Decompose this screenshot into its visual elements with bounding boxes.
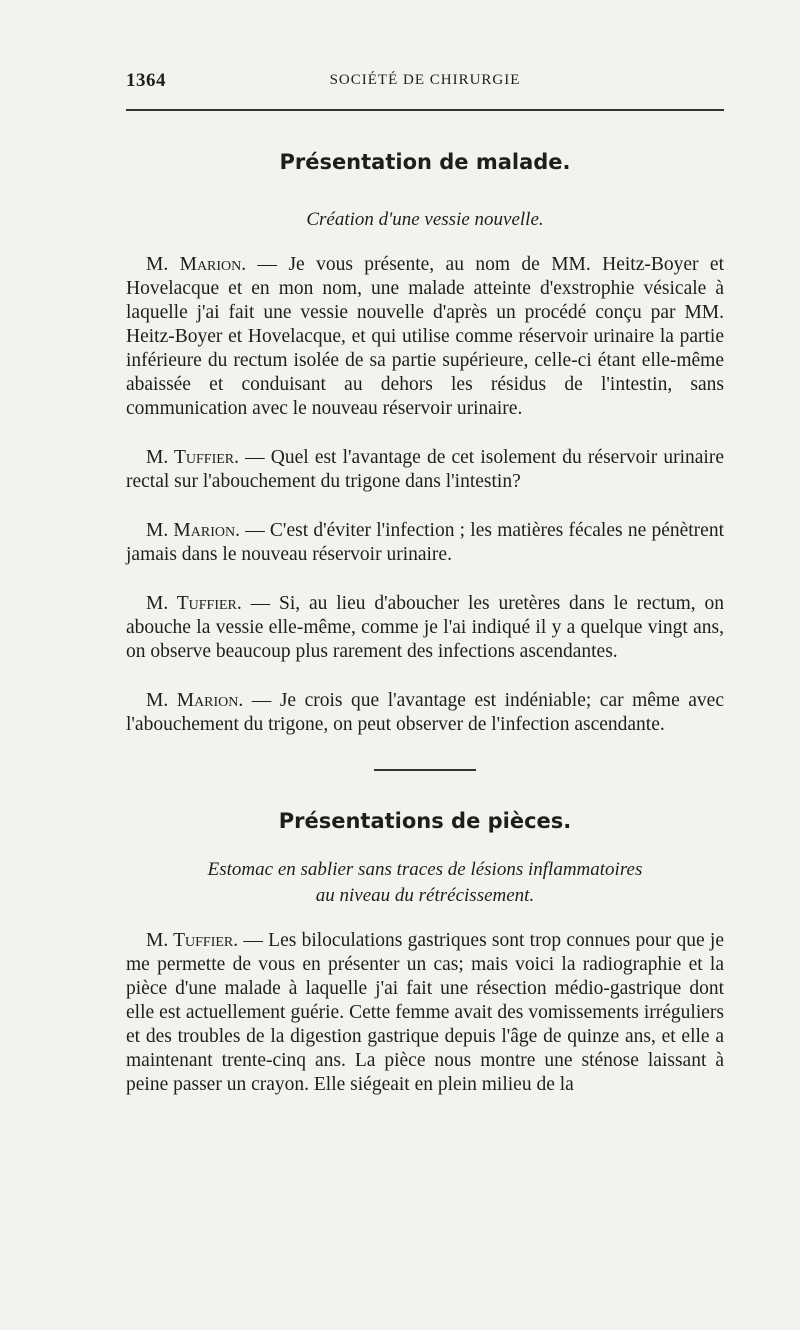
section-subtitle: Création d'une vessie nouvelle.: [306, 209, 544, 230]
speaker-name: M. Marion.: [146, 690, 244, 711]
paragraph: [126, 929, 724, 1097]
speaker-name: M. Marion.: [146, 520, 240, 541]
paragraph-text: — Quel est l'avantage de cet isolement du réservoir urinaire rectal sur l'abouchement du trigone dans l'intestin?: [126, 447, 724, 492]
header-rule: [126, 109, 724, 111]
paragraph: [126, 253, 724, 421]
paragraph: [126, 519, 724, 567]
section-subtitle-line1: Estomac en sablier sans traces de lésions inflammatoires: [207, 859, 643, 880]
section-subtitle-line2: au niveau du rétrécissement.: [315, 885, 535, 906]
speaker-name: M. Tuffier.: [146, 593, 242, 614]
page-header: [126, 70, 724, 98]
paragraph-text: — Les biloculations gastriques sont trop connues pour que je me permette de vous en présenter un cas; mais voici la radiographie et la pièce d'une malade à laquelle j'ai fait une résection médio-gastrique dont elle est actuellement guérie. Cette femme avait des vomissements irréguliers et des troubles de la digestion gastrique depuis l'âge de quinze ans, et elle a maintenant trente-cinq ans. La pièce nous montre une sténose laissant à peine passer un crayon. Elle siégeait en plein milieu de la: [126, 930, 725, 1095]
paragraph-text: — Si, au lieu d'aboucher les uretères dans le rectum, on abouche la vessie elle-même, comme je l'ai indiqué il y a quelque vingt ans, on observe beaucoup plus rarement des infections ascendantes.: [126, 593, 724, 662]
page-number: 1364: [126, 70, 166, 91]
paragraph: [126, 446, 724, 494]
running-title: SOCIÉTÉ DE CHIRURGIE: [329, 72, 521, 88]
speaker-name: M. Marion.: [146, 254, 247, 275]
section-title: Présentations de pièces.: [278, 809, 572, 833]
paragraph: [126, 689, 724, 737]
paragraph-text: — C'est d'éviter l'infection ; les matières fécales ne pénètrent jamais dans le nouveau réservoir urinaire.: [126, 520, 724, 565]
paragraph-text: — Je crois que l'avantage est indéniable; car même avec l'abouchement du trigone, on peut observer de l'infection ascendante.: [126, 690, 724, 735]
section-title: Présentation de malade.: [279, 150, 571, 174]
paragraph-text: — Je vous présente, au nom de MM. Heitz-Boyer et Hovelacque et en mon nom, une malade atteinte d'exstrophie vésicale à laquelle j'ai fait une vessie nouvelle d'après un procédé conçu par MM. Heitz-Boyer et Hovelacque, et qui utilise comme réservoir urinaire la partie inférieure du rectum isolée de sa partie supérieure, celle-ci étant elle-même abaissée et conduisant au dehors les résidus de l'intestin, sans communication avec le nouveau réservoir urinaire.: [126, 254, 724, 419]
speaker-name: M. Tuffier.: [146, 447, 240, 468]
speaker-name: M. Tuffier.: [146, 930, 239, 951]
page-content: [126, 150, 724, 1097]
paragraph: [126, 592, 724, 664]
